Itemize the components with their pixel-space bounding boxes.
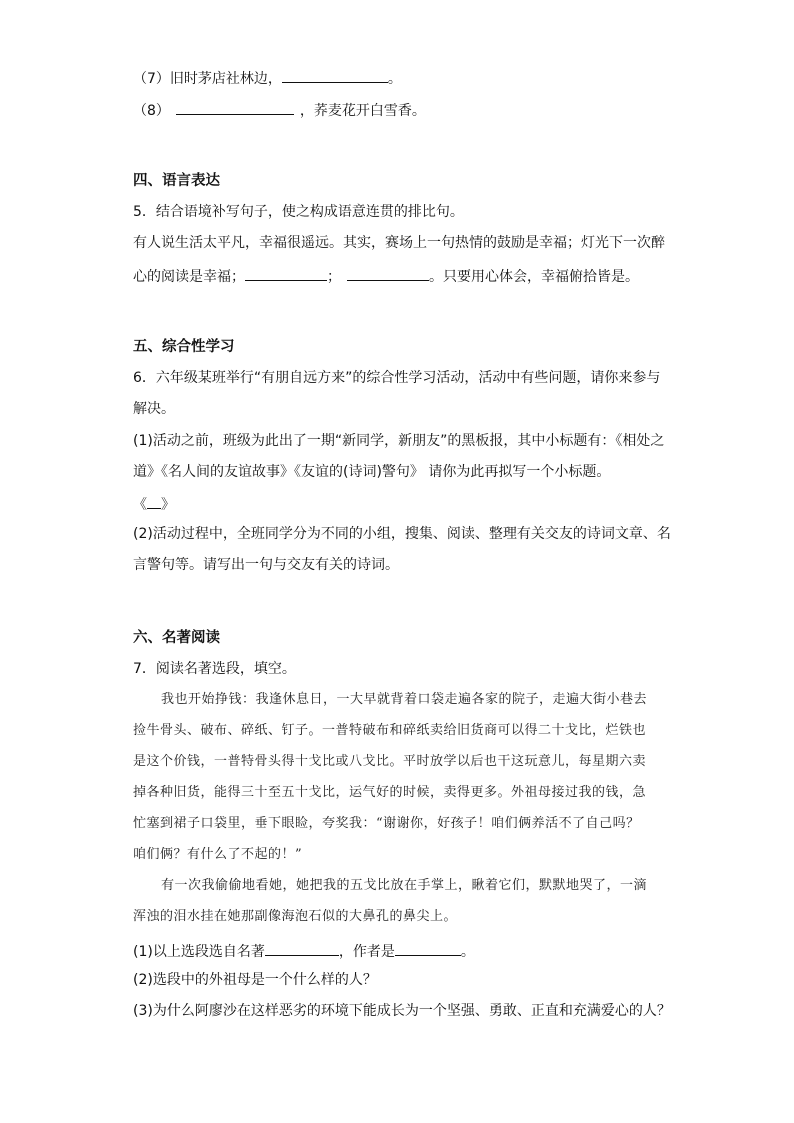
question-7-part2: (2)选段中的外祖母是一个什么样的人？ — [133, 972, 377, 988]
section-heading-6: 六、名著阅读 — [133, 630, 220, 646]
answer-blank-author[interactable] — [395, 939, 461, 956]
question-6-part1-line2: 道》《名人间的友谊故事》《友谊的(诗词)警句》 请你为此再拟写一个小标题。 — [133, 464, 611, 480]
section-heading-5: 五、综合性学习 — [133, 339, 235, 355]
passage-line: 咱们俩？有什么了不起的！” — [133, 847, 303, 862]
question-7-part1: (1)以上选段选自名著 ，作者是 。 — [133, 939, 475, 962]
passage-line: 有一次我偷偷地看她，她把我的五戈比放在手掌上，瞅着它们，默默地哭了，一滴 — [161, 878, 648, 893]
passage-line: 浑浊的泪水挂在她那副像海泡石似的大鼻孔的鼻尖上。 — [133, 909, 458, 924]
answer-blank-book[interactable] — [265, 939, 339, 956]
question-6-line2: 解决。 — [133, 401, 175, 417]
question-6-line1: 6．六年级某班举行“有朋自远方来”的综合性学习活动，活动中有些问题，请你来参与 — [133, 370, 661, 386]
answer-blank-8[interactable] — [176, 98, 294, 115]
passage-line: 是这个价钱，一普特骨头得十戈比或八戈比。平时放学以后也干这玩意儿，每星期六卖 — [133, 754, 647, 769]
question-5-context-line2: 心的阅读是幸福； ； 。只要用心体会，幸福俯拾皆是。 — [133, 264, 639, 287]
question-7: 7．阅读名著选段，填空。 — [133, 661, 296, 677]
question-5-context-line1: 有人说生活太平凡，幸福很遥远。其实，赛场上一句热情的鼓励是幸福；灯光下一次醉 — [133, 235, 665, 251]
answer-blank-6-title[interactable] — [147, 492, 161, 509]
answer-blank-5a[interactable] — [245, 264, 327, 281]
passage-line: 忙塞到裙子口袋里，垂下眼睑，夸奖我：“谢谢你，好孩子！咱们俩养活不了自己吗？ — [133, 816, 640, 831]
question-6-part2-line2: 言警句等。请写出一句与交友有关的诗词。 — [133, 557, 399, 573]
question-5: 5．结合语境补写句子，使之构成语意连贯的排比句。 — [133, 204, 464, 220]
question-6-part1-line1: (1)活动之前，班级为此出了一期“新同学，新朋友”的黑板报，其中小标题有：《相处之 — [133, 433, 665, 449]
section-heading-4: 四、语言表达 — [133, 173, 220, 189]
passage-line: 掉各种旧货，能得三十至五十戈比，运气好的时候，卖得更多。外祖母接过我的钱，急 — [133, 785, 647, 800]
item-7: （7）旧时茅店社林边， 。 — [133, 66, 402, 89]
passage-line: 捡牛骨头、破布、碎纸、钉子。一普特破布和碎纸卖给旧货商可以得二十戈比，烂铁也 — [133, 723, 647, 738]
item-8: （8） ，荞麦花开白雪香。 — [133, 98, 426, 121]
passage-line: 我也开始挣钱：我逢休息日，一大早就背着口袋走遍各家的院子，走遍大街小巷去 — [161, 692, 648, 707]
answer-blank-5b[interactable] — [347, 264, 429, 281]
question-6-part2-line1: (2)活动过程中，全班同学分为不同的小组，搜集、阅读、整理有关交友的诗词文章、名 — [133, 526, 671, 542]
question-6-part1-answer: 《 》 — [133, 492, 175, 515]
answer-blank-7[interactable] — [282, 66, 388, 83]
question-7-part3: (3)为什么阿廖沙在这样恶劣的环境下能成长为一个坚强、勇敢、正直和充满爱心的人？ — [133, 1003, 671, 1019]
